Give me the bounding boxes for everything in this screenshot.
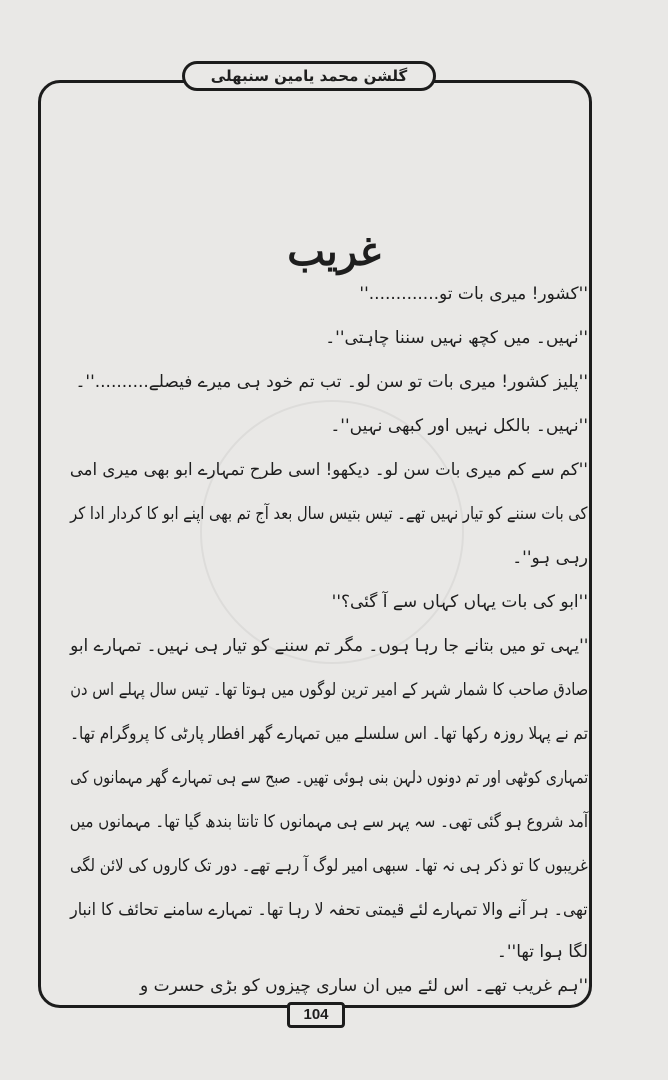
text-line-15: تھی۔ ہر آنے والا تمہارے لئے قیمتی تحفہ لا رہا تھا۔ تمہارے سامنے تحائف کا انبار: [70, 900, 588, 920]
text-line-1: ''کشور! میری بات تو.............'': [359, 284, 588, 304]
text-line-14: غریبوں کا تو ذکر ہی نہ تھا۔ سبھی امیر لوگ آ رہے تھے۔ دور تک کاروں کی لائن لگی: [70, 856, 588, 876]
text-line-12: تمہاری کوٹھی اور تم دونوں دلہن بنی ہوئی تھیں۔ صبح سے ہی تمہارے گھر مہمانوں کی: [69, 768, 588, 788]
text-line-16: لگا ہوا تھا''۔: [496, 942, 588, 962]
text-line-5: ''کم سے کم میری بات سن لو۔ دیکھو! اسی طرح تمہارے ابو بھی میری امی: [69, 460, 588, 480]
text-line-17: ''ہم غریب تھے۔ اس لئے میں ان ساری چیزوں کو بڑی حسرت و: [140, 976, 588, 996]
page-number: 104: [287, 1002, 345, 1028]
text-line-11: تم نے پہلا روزہ رکھا تھا۔ اس سلسلے میں تمہارے گھر افطار پارٹی کا پروگرام تھا۔: [70, 724, 588, 744]
text-line-4: ''نہیں۔ بالکل نہیں اور کبھی نہیں''۔: [330, 416, 588, 436]
text-line-13: آمد شروع ہو گئی تھی۔ سہ پہر سے ہی مہمانوں کا تانتا بندھ گیا تھا۔ مہمانوں میں: [69, 812, 588, 832]
watermark-seal: [200, 400, 464, 664]
text-line-2: ''نہیں۔ میں کچھ نہیں سننا چاہتی''۔: [325, 328, 588, 348]
text-line-10: صادق صاحب کا شمار شہر کے امیر ترین لوگوں میں ہوتا تھا۔ تیس سال پہلے اس دن: [70, 680, 588, 700]
story-title: غریب: [287, 228, 381, 275]
text-line-9: ''یہی تو میں بتانے جا رہا ہوں۔ مگر تم سننے کو تیار ہی نہیں۔ تمہارے ابو: [69, 636, 588, 656]
text-line-3: ''پلیز کشور! میری بات تو سن لو۔ تب تم خود ہی میرے فیصلے..........''۔: [75, 372, 588, 392]
text-line-8: ''ابو کی بات یہاں کہاں سے آ گئی؟'': [331, 592, 588, 612]
text-line-7: رہی ہو''۔: [512, 548, 588, 568]
author-header: گلشن محمد یامین سنبھلی: [182, 61, 436, 91]
text-line-6: کی بات سننے کو تیار نہیں تھے۔ تیس بتیس سال بعد آج تم بھی اپنے ابو کا کردار ادا کر: [70, 504, 588, 524]
